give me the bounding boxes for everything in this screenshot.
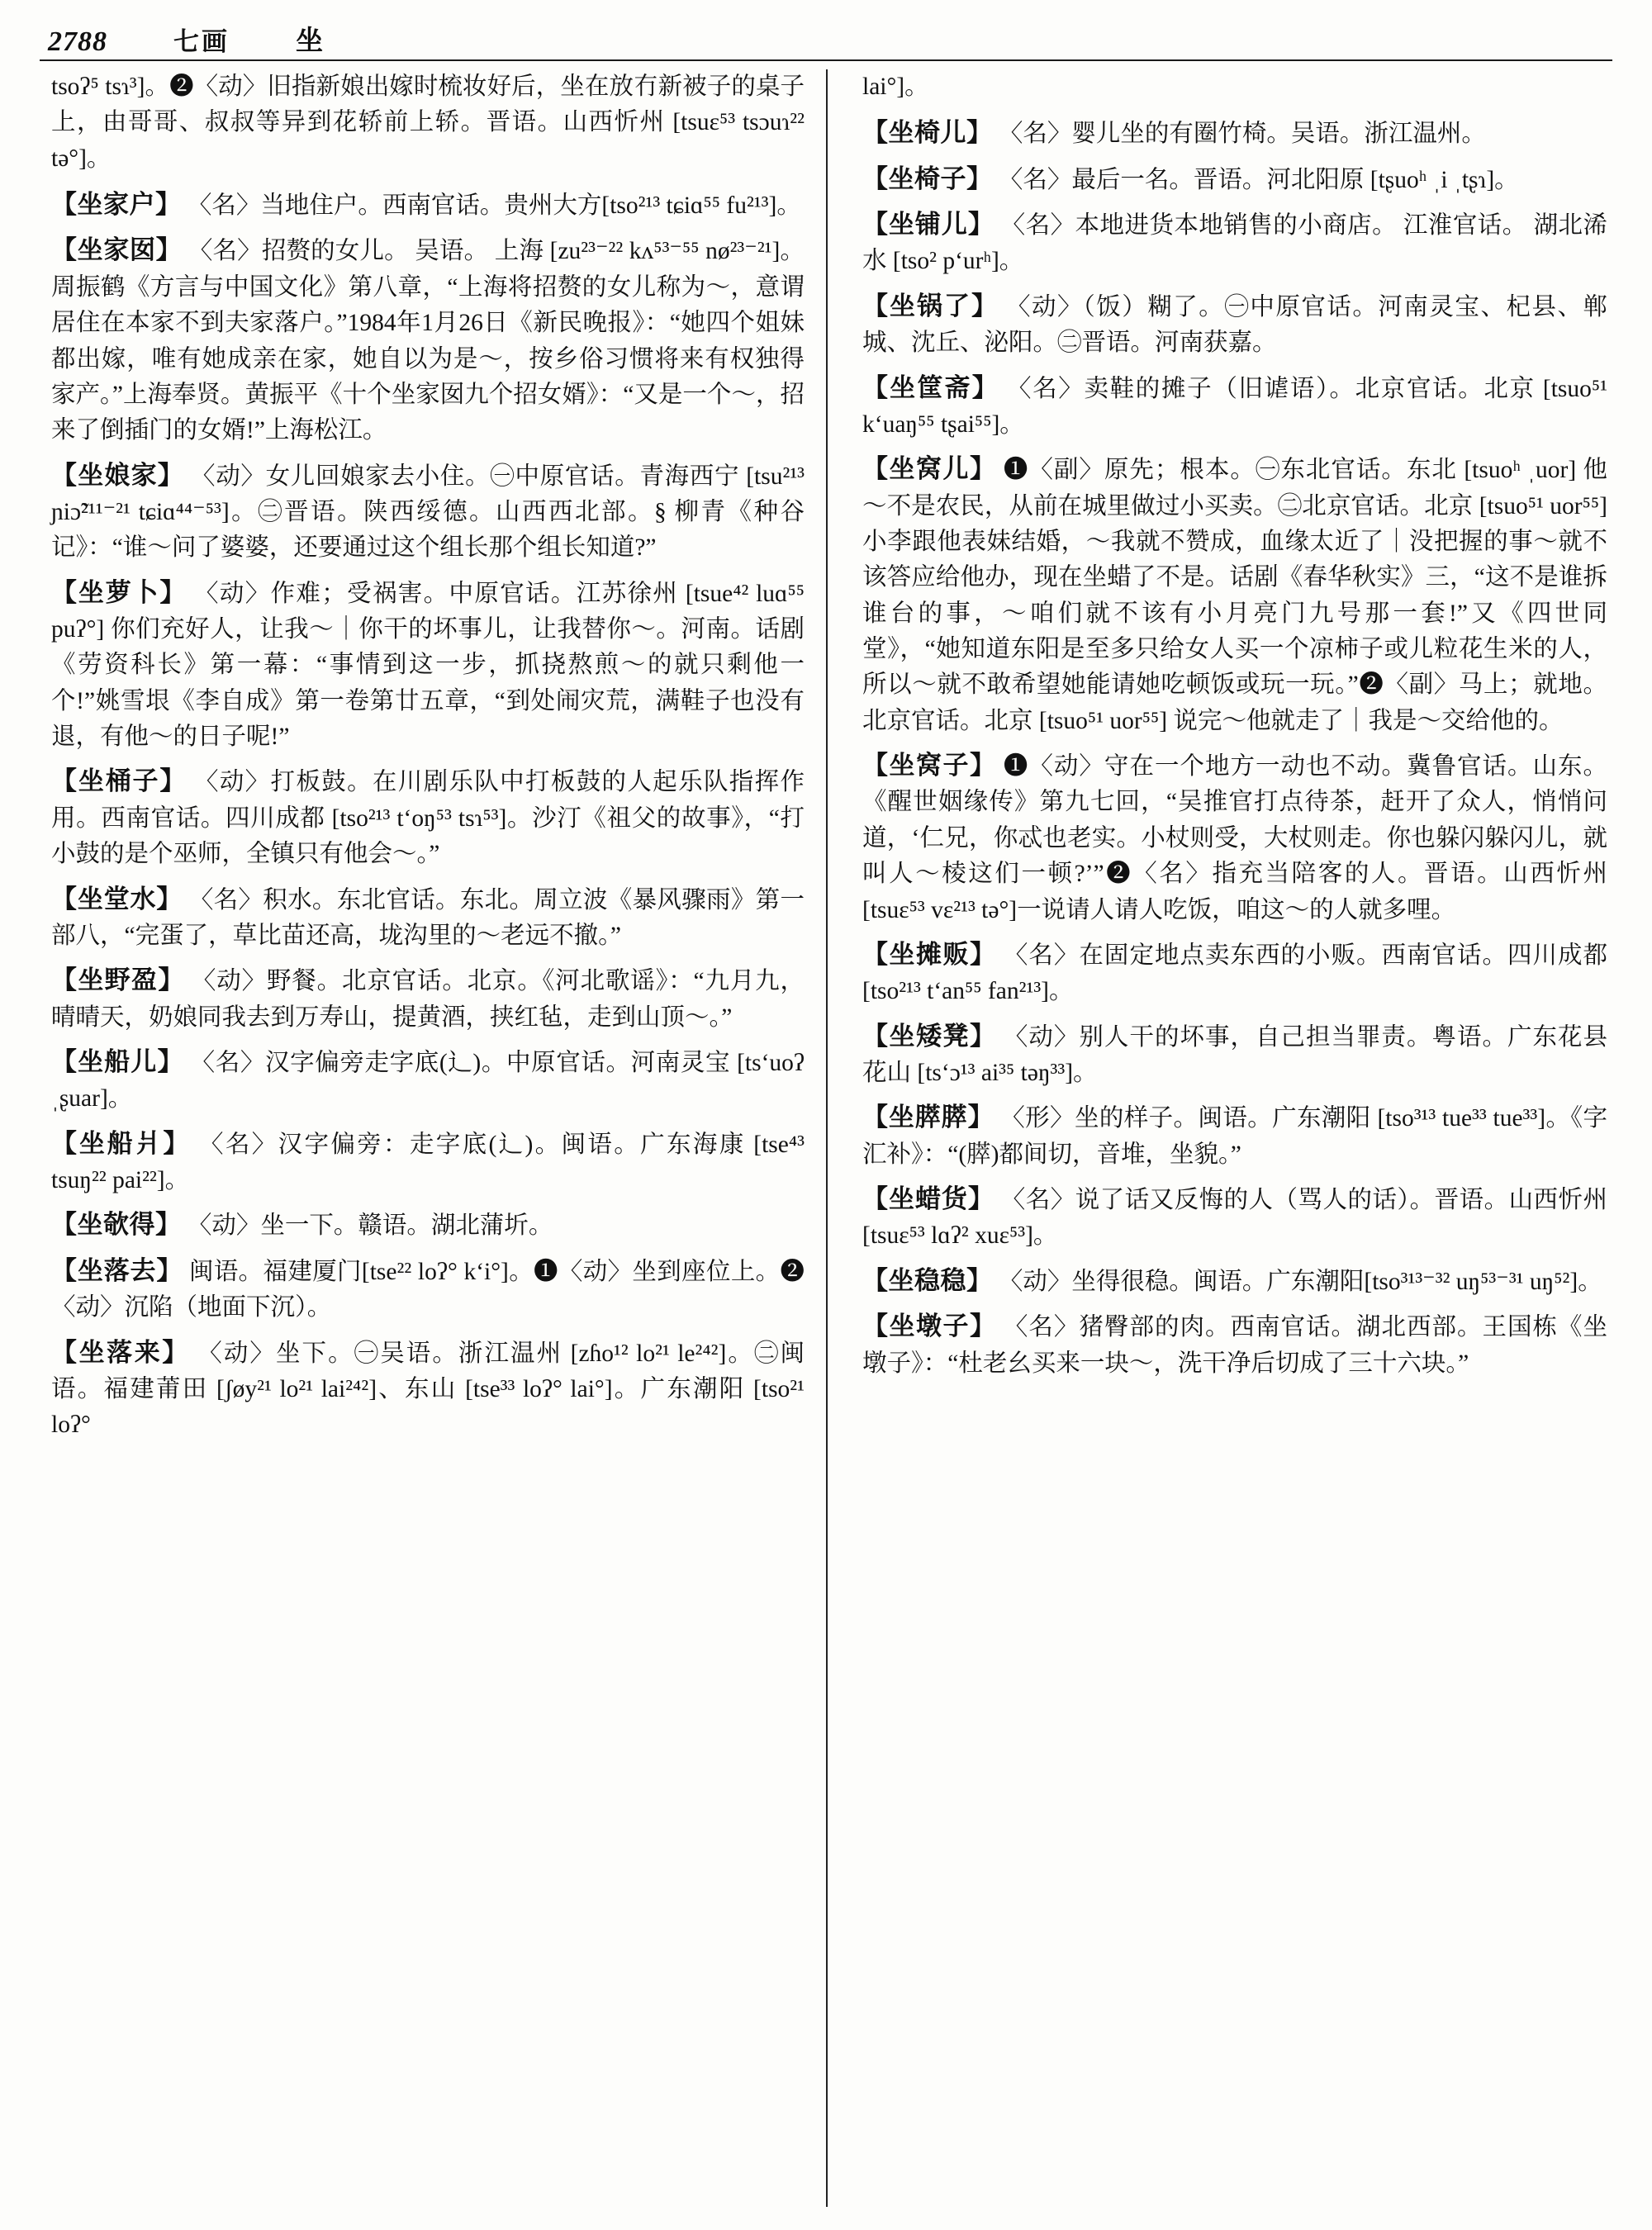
continuation-entry: [51, 69, 805, 177]
continuation-entry: [862, 69, 1607, 105]
entry-headword: 【坐野盈】: [51, 966, 185, 995]
entry-headword: 【坐娘家】: [51, 460, 184, 490]
dictionary-entry: [51, 880, 805, 955]
entry-headword: 【坐落来】: [51, 1337, 190, 1367]
entry-headword: 【坐窝子】: [862, 751, 997, 780]
body-columns: [40, 69, 1612, 2215]
dictionary-entry: [862, 1262, 1607, 1300]
page-header: [48, 12, 1604, 58]
entry-headword: 【坐船儿】: [51, 1046, 184, 1076]
entry-body: ❶〈副〉原先；根本。㊀东北官话。东北 [tsuoʰ ˌuor] 他～不是农民，从前在城里做过小买卖。㊁北京官话。北京 [tsuo⁵¹ uor⁵⁵] 小李跟他表妹结婚，～我就不赞成，血缘太近了｜没把握的事～就不该答应给他办，现在坐蜡了不是。话剧《春华秋实》三，“这不是谁拆谁台的事，～咱们就不该有小月亮门九号那一套!”又《四世同堂》，“她知道东阳是至多只给女人买一个凉柿子或儿粒花生米的人，所以～就不敢希望她能请她吃顿饭或玩一玩。”❷〈副〉马上；就地。北京官话。北京 [tsuo⁵¹ uor⁵⁵] 说完～他就走了｜我是～交给他的。: [862, 457, 1608, 734]
entry-body: 〈形〉坐的样子。闽语。广东潮阳 [tso³¹³ tue³³ tue³³]。《字汇补》：“(膵)都间切，音堆，坐貌。”: [862, 1105, 1608, 1168]
dictionary-entry: [51, 186, 805, 224]
entry-headword: 【坐蜡货】: [862, 1184, 995, 1214]
entry-body: 〈动〉（饭）糊了。㊀中原官话。河南灵宝、杞县、郸城、沈丘、泌阳。㊁晋语。河南获嘉。: [862, 293, 1607, 357]
entry-headword: 【坐锅了】: [862, 291, 999, 320]
dictionary-entry: [862, 369, 1607, 444]
entry-headword: 【坐膵膵】: [862, 1103, 995, 1132]
entry-body: 〈动〉作难；受祸害。中原官话。江苏徐州 [tsue⁴² luɑ⁵⁵ puʔ°] 你们充好人，让我～｜你干的坏事儿，让我替你～。河南。话剧《劳资科长》第一幕：“事情到这一步，抓挠熬煎～的就只剩他一个!”姚雪垠《李自成》第一卷第廿五章，“到处闹灾荒，满鞋子也没有退，有他～的日子呢!”: [51, 580, 805, 751]
entry-body: 〈名〉在固定地点卖东西的小贩。西南官话。四川成都 [tso²¹³ tʻan⁵⁵ fan²¹³]。: [862, 942, 1608, 1005]
entry-headword: 【坐椅儿】: [862, 118, 993, 148]
entry-body: 〈名〉当地住户。西南官话。贵州大方[tso²¹³ tɕiɑ⁵⁵ fu²¹³]。: [187, 192, 801, 220]
dictionary-entry: [51, 762, 805, 872]
entry-body: 〈名〉最后一名。晋语。河北阳原 [tʂuoʰ ˌi ˌtʂɿ]。: [998, 166, 1519, 193]
entry-headword: 【坐落去】: [51, 1255, 183, 1285]
entry-headword: 【坐稳稳】: [862, 1265, 993, 1295]
head-character: 坐: [296, 26, 323, 56]
folio-number: 2788: [48, 26, 107, 57]
entry-body: 〈名〉积水。东北官话。东北。周立波《暴风骤雨》第一部八，“完蛋了，草比苗还高，垅沟里的～老远不撤。”: [51, 886, 805, 949]
dictionary-entry: [862, 1307, 1607, 1382]
dictionary-entry: [862, 1098, 1607, 1173]
entry-body: 〈名〉婴儿坐的有圈竹椅。吴语。浙江温州。: [998, 121, 1486, 148]
entry-headword: 【坐矮凳】: [862, 1021, 997, 1051]
dictionary-entry: [862, 287, 1607, 362]
dictionary-entry: [51, 1334, 805, 1444]
entry-body: lai°]。: [862, 74, 929, 100]
entry-headword: 【坐桶子】: [51, 766, 188, 796]
stroke-group-label: 七画: [173, 27, 230, 56]
entry-headword: 【坐窝儿】: [862, 454, 997, 484]
dictionary-entry: [862, 114, 1607, 152]
entry-body: 〈动〉坐下。㊀吴语。浙江温州 [zɦo¹² lo²¹ le²⁴²]。㊁闽语。福建莆田 [ʃøy²¹ lo²¹ lai²⁴²]、东山 [tse³³ loʔ° lai°]。广东潮阳 [tso²¹ loʔ°: [51, 1340, 805, 1439]
entry-body: 〈名〉招赘的女儿。 吴语。 上海 [zu²³⁻²² kʌ⁵³⁻⁵⁵ nø²³⁻²¹]。周振鹤《方言与中国文化》第八章，“上海将招赘的女儿称为～，意谓居住在本家不到夫家落户。”1984年1月26日《新民晚报》：“她四个姐妹都出嫁，唯有她成亲在家，她自以为是～，按乡俗习惯将来有权独得家产。”上海奉贤。黄振平《十个坐家囡九个招女婿》：“又是一个～，招来了倒插门的女婿!”上海松江。: [51, 238, 805, 444]
dictionary-entry: [51, 574, 805, 756]
entry-body: ❶〈动〉守在一个地方一动也不动。冀鲁官话。山东。《醒世姻缘传》第九七回，“吴推官打点待茶，赶开了众人，悄悄问道，‘仁兄，你忒也老实。小杖则受，大杖则走。你也躲闪躲闪儿，就叫人～棱这们一顿?’”❷〈名〉指充当陪客的人。晋语。山西忻州 [tsuɛ⁵³ vɛ²¹³ tə°]一说请人请人吃饭，咱这～的人就多哩。: [862, 753, 1608, 923]
dictionary-entry: [862, 1018, 1607, 1092]
entry-body: 〈动〉女儿回娘家去小住。㊀中原官话。青海西宁 [tsu²¹³ ɲiɔ̃²¹¹⁻²¹ tɕiɑ⁴⁴⁻⁵³]。㊁晋语。陕西绥德。山西西北部。§ 柳青《种谷记》：“谁～问了婆婆，还要通过这个组长那个组长知道?”: [51, 463, 805, 562]
entry-headword: 【坐墩子】: [862, 1312, 997, 1341]
entry-headword: 【坐萝卜】: [51, 577, 188, 607]
entry-body: 〈动〉别人干的坏事，自己担当罪责。粤语。广东花县花山 [tsʻɔ¹³ ai³⁵ təŋ³³]。: [862, 1023, 1608, 1086]
entry-body: 〈动〉坐得很稳。闽语。广东潮阳[tso³¹³⁻³² uŋ⁵³⁻³¹ uŋ⁵²]。: [998, 1268, 1602, 1295]
entry-body: 〈名〉卖鞋的摊子（旧谑语）。北京官话。北京 [tsuo⁵¹ kʻuaŋ⁵⁵ tʂai⁵⁵]。: [862, 375, 1608, 438]
dictionary-entry: [862, 206, 1607, 280]
entry-body: 〈名〉猪臀部的肉。西南官话。湖北西部。王国栋《坐墩子》：“杜老幺买来一块～，洗干净后切成了三十六块。”: [862, 1314, 1608, 1377]
dictionary-entry: [862, 1180, 1607, 1255]
dictionary-entry: [862, 450, 1607, 739]
entry-body: 〈动〉野餐。北京官话。北京。《河北歌谣》：“九月九，晴晴天，奶娘同我去到万寿山，提黄酒，挟红毡，走到山顶～。”: [51, 968, 805, 1031]
entry-headword: 【坐家户】: [51, 190, 182, 220]
entry-body: 〈名〉汉字偏旁：走字底(辶)。闽语。广东海康 [tse⁴³ tsuŋ²² pai²²]。: [51, 1131, 805, 1194]
dictionary-entry: [51, 1125, 805, 1199]
dictionary-entry: [51, 231, 805, 448]
header-rule: [40, 59, 1612, 61]
dictionary-entry: [51, 1206, 805, 1244]
entry-body: tsoʔ⁵ tsɿ³]。❷〈动〉旧指新娘出嫁时梳妆好后，坐在放冇新被子的桌子上，由哥哥、叔叔等异到花轿前上轿。晋语。山西忻州 [tsuɛ⁵³ tsɔuɿ²² tə°]。: [51, 74, 805, 172]
entry-body: 〈名〉本地进货本地销售的小商店。 江淮官话。 湖北浠水 [tso² pʻurʰ]。: [862, 212, 1608, 275]
entry-body: 〈名〉汉字偏旁走字底(辶)。中原官话。河南灵宝 [tsʻuoʔ ˌʂuar]。: [51, 1049, 805, 1113]
entry-headword: 【坐家囡】: [51, 235, 183, 265]
dictionary-entry: [51, 1252, 805, 1326]
dictionary-entry: [51, 961, 805, 1036]
right-column: [826, 69, 1612, 2215]
entry-headword: 【坐椅子】: [862, 164, 993, 193]
entry-headword: 【坐筐斋】: [862, 372, 999, 402]
dictionary-entry: [862, 160, 1607, 198]
entry-body: 〈名〉说了话又反悔的人（骂人的话）。晋语。山西忻州 [tsuɛ⁵³ lɑʔ² xuɛ⁵³]。: [862, 1187, 1608, 1250]
dictionary-entry: [862, 936, 1607, 1010]
entry-headword: 【坐欹得】: [51, 1210, 182, 1240]
entry-headword: 【坐船爿】: [51, 1128, 192, 1158]
dictionary-entry: [862, 747, 1607, 928]
entry-body: 〈动〉打板鼓。在川剧乐队中打板鼓的人起乐队指挥作用。西南官话。四川成都 [tso²¹³ tʻoŋ⁵³ tsɿ⁵³]。沙汀《祖父的故事》，“打小鼓的是个巫师，全镇只有他会～。”: [51, 769, 805, 868]
entry-headword: 【坐堂水】: [51, 884, 183, 913]
entry-body: 〈动〉坐一下。赣语。湖北蒲圻。: [187, 1212, 553, 1240]
entry-body: 闽语。福建厦门[tse²² loʔ° kʻi°]。❶〈动〉坐到座位上。❷〈动〉沉陷（地面下沉）。: [51, 1258, 805, 1321]
dictionary-entry: [51, 457, 805, 567]
entry-headword: 【坐摊贩】: [862, 939, 997, 969]
entry-headword: 【坐铺儿】: [862, 210, 995, 240]
dictionary-entry: [51, 1043, 805, 1117]
left-column: [40, 69, 826, 2215]
